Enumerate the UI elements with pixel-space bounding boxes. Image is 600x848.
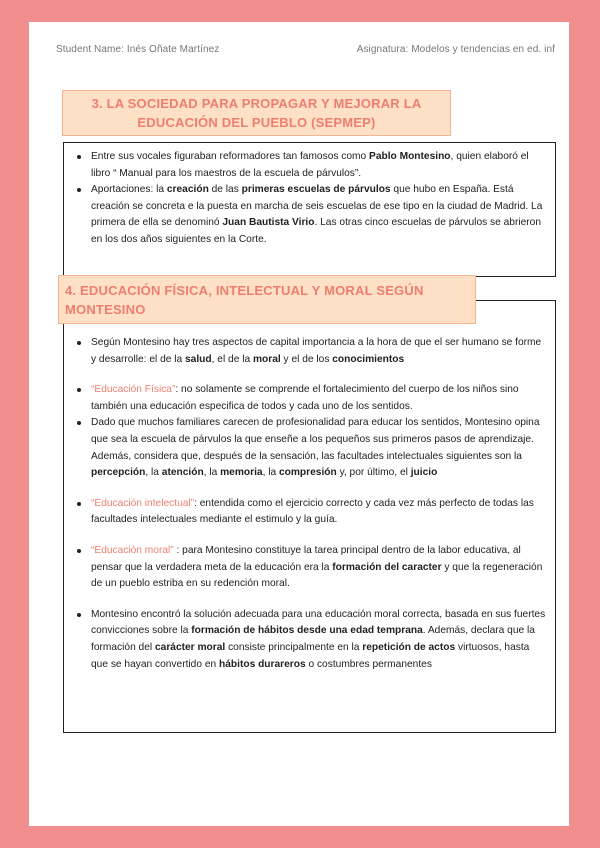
list-item: Montesino encontró la solución adecuada para una educación moral correcta, basada en sus fuertes convicciones sobre la formación de hábitos desde una edad temprana. Además, declara que la formación del carácter moral consiste principalmente en la repetición de actos virtuosos, hasta que se hayan convertido en hábitos durareros o costumbres permanentes <box>64 607 555 673</box>
section-3-box <box>63 142 556 277</box>
list-item: Dado que muchos familiares carecen de profesionalidad para educar los sentidos, Montesino opina que sea la escuela de párvulos la que enseñe a los pequeños sus primeros pasos de aprendizaje. Además, considera que, después de la sensación, las facultades intelectuales siguientes son la percepción, la atención, la memoria, la compresión y, por último, el juicio <box>64 415 555 481</box>
list-item: “Educación intelectual”: entendida como el ejercicio correcto y cada vez más perfecto de todas las facultades intelectuales mediante el estimulo y la guía. <box>64 496 555 529</box>
title-line: 4. EDUCACIÓN FÍSICA, INTELECTUAL Y MORAL SEGÚN <box>65 283 424 298</box>
list-item: Aportaciones: la creación de las primeras escuelas de párvulos que hubo en España. Está creación se concreta e la puesta en marcha de seis escuelas de ese tipo en la ciudad de Madrid. La primera de ella se denominó Juan Bautista Virio. Las otras cinco escuelas de párvulos se abrieron en los dos años siguientes en la Corte. <box>64 182 555 248</box>
subject-name: Asignatura: Modelos y tendencias en ed. inf <box>356 44 555 55</box>
title-line: EDUCACIÓN DEL PUEBLO (SEPMEP) <box>137 115 376 130</box>
section-4-title <box>58 275 476 324</box>
document-page <box>29 22 569 826</box>
list-item: “Educación moral” : para Montesino constituye la tarea principal dentro de la labor educativa, al pensar que la verdadera meta de la educación era la formación del caracter y que la regeneración de un pueblo estriba en su redención moral. <box>64 543 555 593</box>
section-3-list <box>64 143 555 249</box>
list-item: Entre sus vocales figuraban reformadores tan famosos como Pablo Montesino, quien elaboró el libro “ Manual para los maestros de la escuela de párvulos”. <box>64 149 555 182</box>
list-item: Según Montesino hay tres aspectos de capital importancia a la hora de que el ser humano se forme y desarrolle: el de la salud, el de la moral y el de los conocimientos <box>64 335 555 368</box>
section-3-title <box>62 90 451 136</box>
title-line: MONTESINO <box>65 302 146 317</box>
section-4-list <box>64 301 555 673</box>
title-line: 3. LA SOCIEDAD PARA PROPAGAR Y MEJORAR LA <box>91 96 422 111</box>
section-4-box <box>63 300 556 733</box>
student-name: Student Name: Inés Oñate Martínez <box>56 44 220 55</box>
list-item: “Educación Física”: no solamente se comprende el fortalecimiento del cuerpo de los niños sino también una educación especifica de todos y cada uno de los sentidos. <box>64 382 555 415</box>
